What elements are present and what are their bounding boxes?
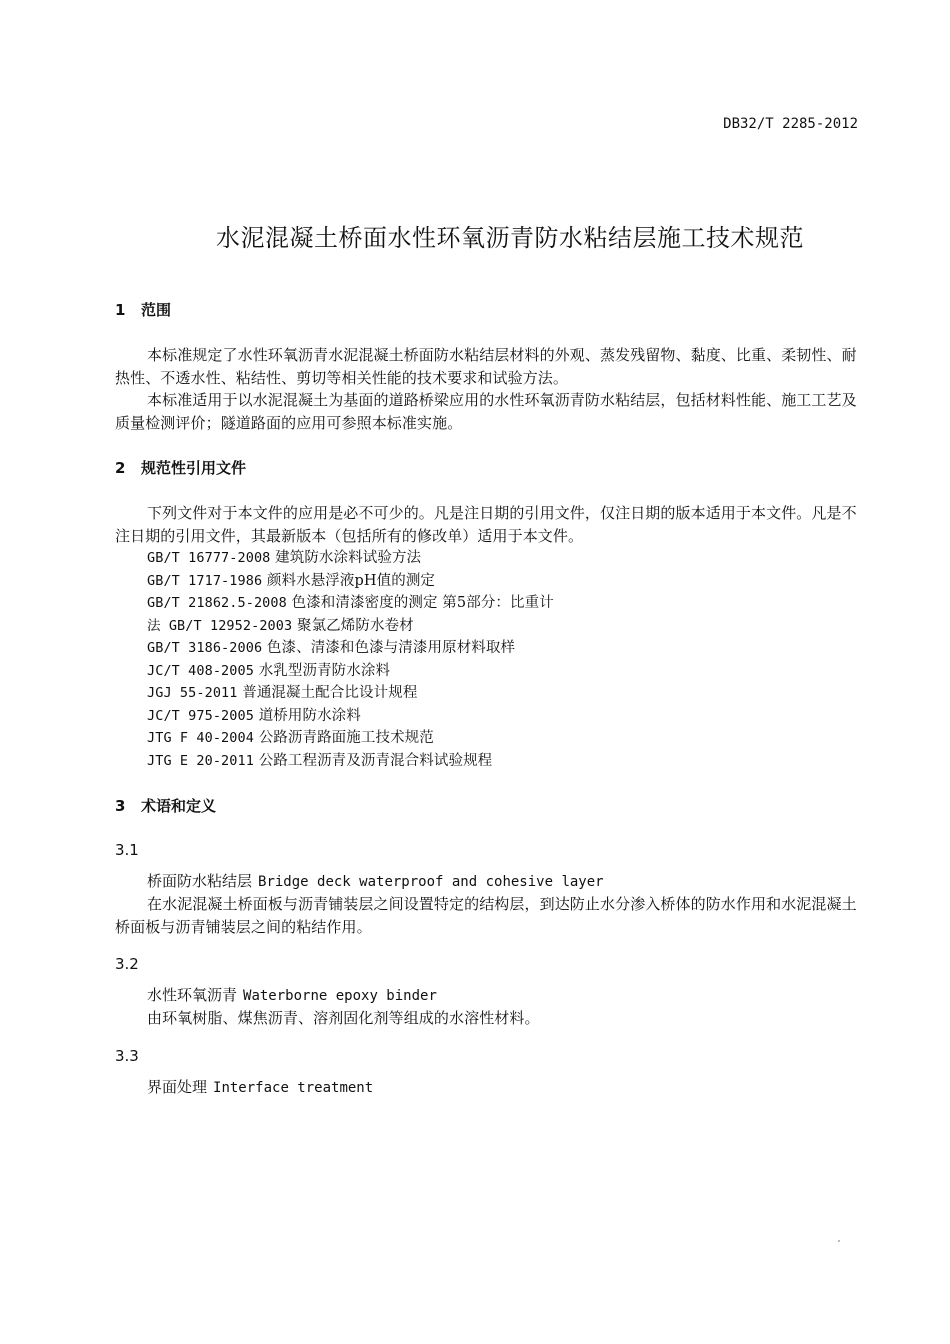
- reference-item: [115, 750, 860, 773]
- reference-name: 色漆和清漆密度的测定 第5部分：比重计: [291, 595, 554, 611]
- reference-item: [115, 660, 860, 683]
- reference-code: JTG E 20-2011: [147, 752, 254, 769]
- term-entry: [115, 954, 860, 1030]
- reference-name: 聚氯乙烯防水卷材: [296, 617, 414, 634]
- section-heading-scope: [115, 300, 860, 320]
- reference-name: 普通混凝土配合比设计规程: [242, 685, 418, 701]
- section-number: 1: [115, 301, 126, 319]
- reference-code: 法 GB/T 12952-2003: [147, 617, 293, 634]
- term-en: Waterborne epoxy binder: [243, 988, 437, 1004]
- reference-code: GB/T 16777-2008: [147, 550, 271, 566]
- reference-code: GB/T 21862.5-2008: [147, 595, 287, 611]
- term-number: 3.3: [115, 1046, 139, 1065]
- standard-code: DB32/T 2285-2012: [723, 116, 858, 132]
- reference-name: 公路沥青路面施工技术规范: [258, 730, 434, 746]
- section-heading-terms-definitions: [115, 796, 860, 816]
- term-heading: [115, 984, 860, 1007]
- term-definition: 由环氧树脂、煤焦沥青、溶剂固化剂等组成的水溶性材料。: [147, 1009, 540, 1027]
- document-body: [115, 300, 860, 1099]
- section-number: 2: [115, 459, 126, 477]
- section-heading-normative-references: [115, 458, 860, 478]
- term-cn: 界面处理: [147, 1077, 208, 1096]
- reference-name: 颜料水悬浮液pH值的测定: [266, 572, 436, 589]
- reference-code: JTG F 40-2004: [147, 730, 254, 746]
- term-entry: [115, 840, 860, 938]
- reference-code: JC/T 975-2005: [147, 707, 254, 724]
- reference-item: [115, 547, 860, 570]
- page-mark: [838, 1240, 840, 1242]
- document-title: 水泥混凝土桥面水性环氧沥青防水粘结层施工技术规范: [216, 224, 804, 252]
- term-definition: 在水泥混凝土桥面板与沥青铺装层之间设置特定的结构层，到达防止水分渗入桥体的防水作用和水泥混凝土桥面板与沥青铺装层之间的粘结作用。: [115, 895, 857, 936]
- term-cn: 桥面防水粘结层: [147, 872, 253, 890]
- reference-list: [115, 547, 860, 772]
- reference-code: GB/T 1717-1986: [147, 572, 263, 589]
- reference-item: [115, 637, 860, 660]
- term-en: Bridge deck waterproof and cohesive layer: [258, 874, 604, 890]
- term-en: Interface treatment: [213, 1079, 374, 1096]
- term-number: 3.1: [115, 841, 139, 859]
- term-cn: 水性环氧沥青: [147, 986, 238, 1004]
- reference-name: 建筑防水涂料试验方法: [275, 550, 422, 566]
- term-entry: [115, 1046, 860, 1099]
- reference-name: 色漆、清漆和色漆与清漆用原材料取样: [266, 640, 516, 656]
- reference-name: 道桥用防水涂料: [258, 707, 361, 724]
- reference-item: [115, 615, 860, 638]
- reference-item: [115, 727, 860, 750]
- reference-name: 水乳型沥青防水涂料: [258, 662, 391, 679]
- term-heading: [115, 1076, 860, 1099]
- reference-code: JC/T 408-2005: [147, 662, 254, 679]
- reference-item: [115, 705, 860, 728]
- term-number: 3.2: [115, 955, 139, 973]
- reference-code: GB/T 3186-2006: [147, 640, 263, 656]
- paragraph: 本标准规定了水性环氧沥青水泥混凝土桥面防水粘结层材料的外观、蒸发残留物、黏度、比重、柔韧性、耐热性、不透水性、粘结性、剪切等相关性能的技术要求和试验方法。: [115, 346, 857, 387]
- section-number: 3: [115, 797, 126, 815]
- reference-name: 公路工程沥青及沥青混合料试验规程: [258, 752, 493, 769]
- reference-item: [115, 570, 860, 593]
- section-title: 规范性引用文件: [141, 459, 247, 477]
- paragraph: 下列文件对于本文件的应用是必不可少的。凡是注日期的引用文件，仅注日期的版本适用于本文件。凡是不注日期的引用文件，其最新版本（包括所有的修改单）适用于本文件。: [115, 504, 857, 545]
- section-title: 范围: [141, 301, 172, 319]
- section-title: 术语和定义: [141, 797, 217, 815]
- paragraph: 本标准适用于以水泥混凝土为基面的道路桥梁应用的水性环氧沥青防水粘结层，包括材料性能、施工工艺及质量检测评价；隧道路面的应用可参照本标准实施。: [115, 391, 857, 432]
- reference-item: [115, 682, 860, 705]
- reference-item: [115, 592, 860, 615]
- term-heading: [115, 870, 860, 893]
- reference-code: JGJ 55-2011: [147, 685, 238, 701]
